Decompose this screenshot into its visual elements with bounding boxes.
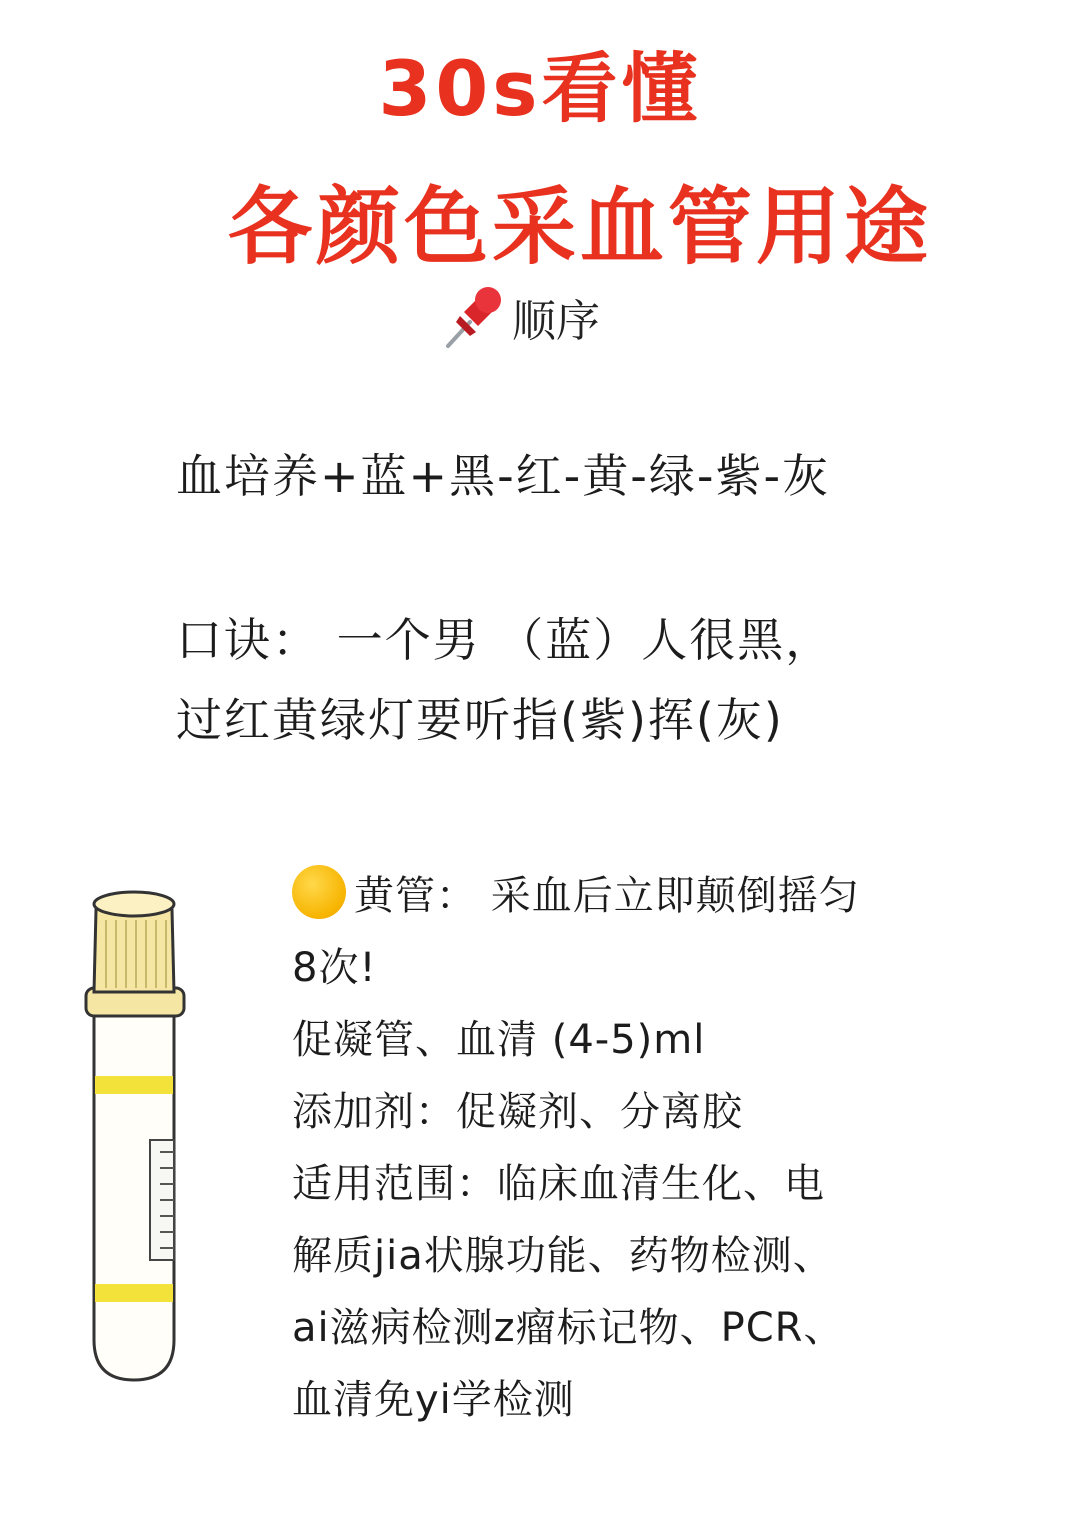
order-sequence: 血培养+蓝+黑-红-黄-绿-紫-灰 xyxy=(176,449,831,503)
mnemonic-line-1: 口诀： 一个男 （蓝）人很黑， xyxy=(176,613,834,667)
order-section-heading xyxy=(440,282,600,352)
pushpin-icon xyxy=(440,282,506,352)
yellow-tube-line-3: 促凝管、血清 (4-5)ml xyxy=(292,1017,706,1063)
order-label: 顺序 xyxy=(512,296,600,347)
yellow-tube-line-7: ai滋病检测z瘤标记物、PCR、 xyxy=(292,1305,845,1351)
yellow-tube-line-1: 黄管： 采血后立即颠倒摇匀 xyxy=(292,860,1012,932)
yellow-tube-line-2: 8次! xyxy=(292,945,377,991)
title-line-2: 各颜色采血管用途 xyxy=(227,178,932,276)
yellow-tube-line-5: 适用范围：临床血清生化、电 xyxy=(292,1161,825,1207)
yellow-tube-illustration xyxy=(70,880,210,1400)
yellow-tube-details xyxy=(292,860,1012,1436)
title-line-1: 30s看懂 xyxy=(378,44,702,133)
yellow-tube-line-4: 添加剂：促凝剂、分离胶 xyxy=(292,1089,743,1135)
yellow-circle-icon xyxy=(292,865,346,919)
yellow-tube-line-6: 解质jia状腺功能、药物检测、 xyxy=(292,1233,834,1279)
yellow-tube-line-8: 血清免yi学检测 xyxy=(292,1377,575,1423)
mnemonic-line-2: 过红黄绿灯要听指(紫)挥(灰) xyxy=(176,693,784,747)
